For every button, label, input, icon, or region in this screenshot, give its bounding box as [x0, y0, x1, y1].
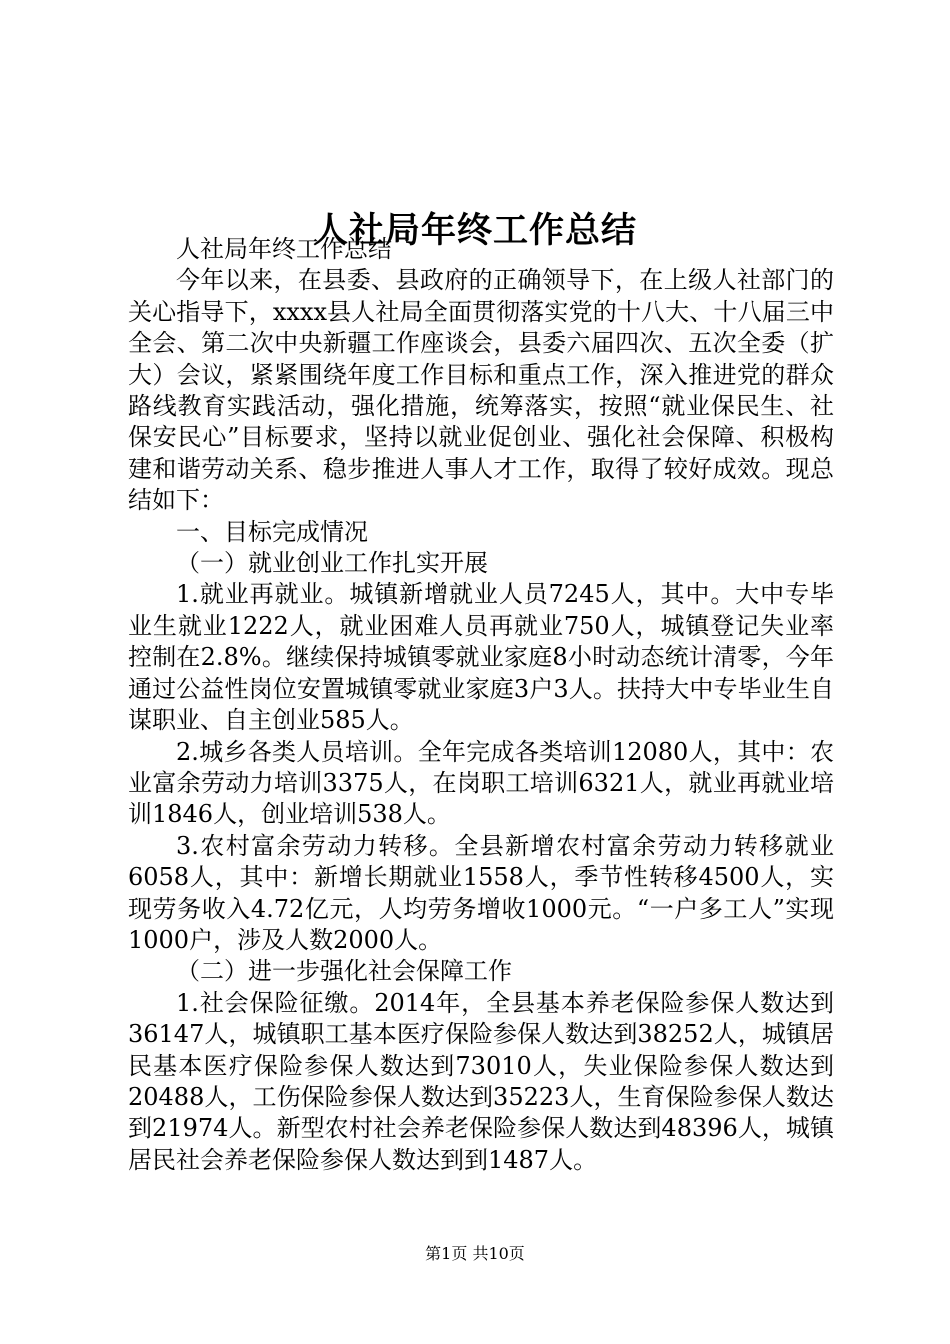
paragraph-labor-transfer: 3.农村富余劳动力转移。全县新增农村富余劳动力转移就业6058人，其中：新增长期就业1558人，季节性转移4500人，实现劳务收入4.72亿元，人均劳务增收1000元。“一户多工人”实现1000户，涉及人数2000人。 — [128, 831, 834, 954]
paragraph-insurance: 1.社会保险征缴。2014年，全县基本养老保险参保人数达到36147人，城镇职工基本医疗保险参保人数达到38252人，城镇居民基本医疗保险参保人数达到73010人，失业保险参保人数达到20488人，工伤保险参保人数达到35223人，生育保险参保人数达到21974人。新型农村社会养老保险参保人数达到48396人，城镇居民社会养老保险参保人数达到到1487人。 — [128, 988, 834, 1174]
section-heading-goals: 一、目标完成情况 — [176, 517, 368, 546]
paragraph-heading: 人社局年终工作总结 — [176, 235, 392, 263]
subsection-heading-social-security: （二）进一步强化社会保障工作 — [176, 957, 512, 986]
document-title: 人社局年终工作总结 — [312, 210, 637, 252]
paragraph-employment: 1.就业再就业。城镇新增就业人员7245人，其中。大中专毕业生就业1222人，就业困难人员再就业750人，城镇登记失业率控制在2.8%。继续保持城镇零就业家庭8小时动态统计清零，今年通过公益性岗位安置城镇零就业家庭3户3人。扶持大中专毕业生自谋职业、自主创业585人。 — [128, 580, 834, 735]
subsection-heading-employment: （一）就业创业工作扎实开展 — [176, 549, 488, 578]
page-footer: 第1页 共10页 — [425, 1244, 525, 1263]
paragraph-training: 2.城乡各类人员培训。全年完成各类培训12080人，其中：农业富余劳动力培训3375人，在岗职工培训6321人，就业再就业培训1846人，创业培训538人。 — [128, 737, 834, 829]
paragraph-intro: 今年以来，在县委、县政府的正确领导下，在上级人社部门的关心指导下，xxxx县人社局全面贯彻落实党的十八大、十八届三中全会、第二次中央新疆工作座谈会，县委六届四次、五次全委（扩大）会议，紧紧围绕年度工作目标和重点工作，深入推进党的群众路线教育实践活动，强化措施，统筹落实，按照“就业保民生、社保安民心”目标要求，坚持以就业促创业、强化社会保障、积极构建和谐劳动关系、稳步推进人事人才工作，取得了较好成效。现总结如下： — [128, 266, 834, 515]
document-body — [128, 234, 834, 1176]
